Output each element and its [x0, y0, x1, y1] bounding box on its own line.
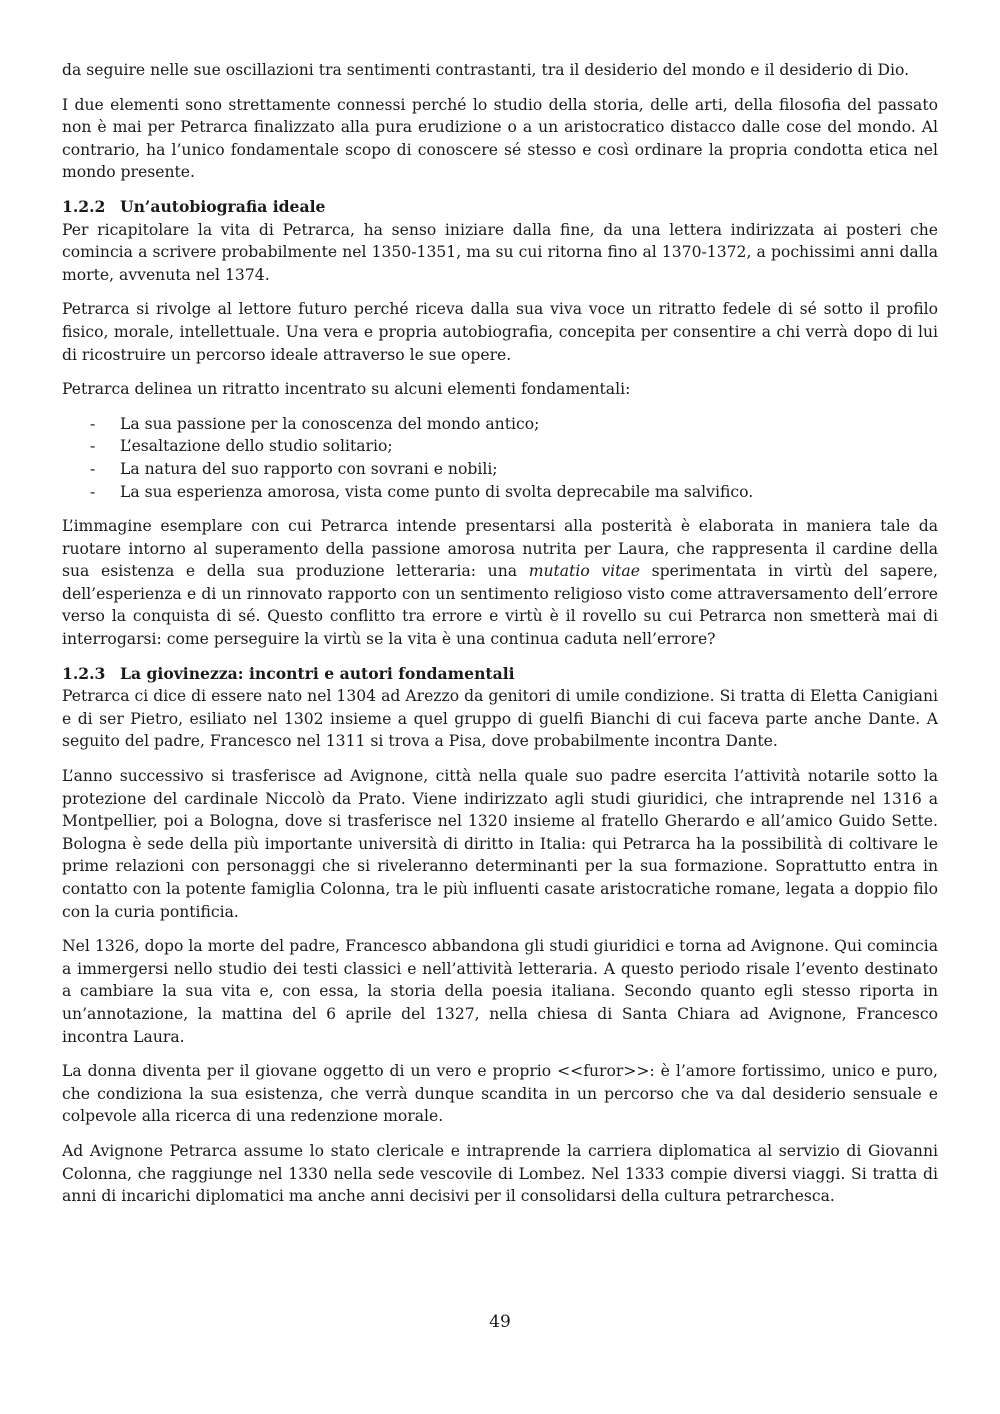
section-1-2-3-paragraph-5: Ad Avignone Petrarca assume lo stato clericale e intraprende la carriera diplomatica al servizio di Giovanni Colonna, che raggiunge nel 1330 nella sede vescovile di Lombez. Nel 1333 compie diversi viaggi. Si tratta di anni di incarichi diplomatici ma anche anni decisivi per il consolidarsi della cultura petrarchesca.	[62, 1141, 938, 1206]
list-item: - La sua passione per la conoscenza del mondo antico;	[62, 413, 938, 436]
section-1-2-3-paragraph-3: Nel 1326, dopo la morte del padre, Francesco abbandona gli studi giuridici e torna ad Avignone. Qui comincia a immergersi nello studio dei testi classici e nell’attività letteraria. A questo periodo risale l’evento destinato a cambiare la sua vita e, con essa, la storia della poesia italiana. Secondo quanto egli stesso riporta in un’annotazione, la mattina del 6 aprile del 1327, nella chiesa di Santa Chiara ad Avignone, Francesco incontra Laura.	[62, 937, 938, 1046]
page-number: 49	[489, 1312, 511, 1332]
section-1-2-3-paragraph-1: Petrarca ci dice di essere nato nel 1304 ad Arezzo da genitori di umile condizione. Si tratta di Eletta Canigiani e di ser Pietro, esiliato nel 1302 insieme a quel gruppo di guelfi Bianchi di cui faceva parte anche Dante. A seguito del padre, Francesco nel 1311 si trova a Pisa, dove probabilmente incontra Dante.	[62, 687, 938, 751]
elements-list	[62, 413, 938, 503]
section-title: La giovinezza: incontri e autori fondamentali	[120, 663, 515, 683]
list-item: - L’esaltazione dello studio solitario;	[62, 435, 938, 458]
list-item: - La sua esperienza amorosa, vista come punto di svolta deprecabile ma salvifico.	[62, 481, 938, 504]
section-heading-1-2-3	[62, 663, 938, 686]
section-heading-1-2-2	[62, 196, 938, 219]
page-body	[62, 59, 938, 1220]
section-1-2-3-paragraph-2: L’anno successivo si trasferisce ad Avignone, città nella quale suo padre esercita l’attività notarile sotto la protezione del cardinale Niccolò da Prato. Viene indirizzato agli studi giuridici, che intraprende nel 1316 a Montpellier, poi a Bologna, dove si trasferisce nel 1320 insieme al fratello Gherardo e all’amico Guido Sette. Bologna è sede della più importante università di diritto in Italia: qui Petrarca ha la possibilità di coltivare le prime relazioni con personaggi che si riveleranno determinanti per la sua formazione. Soprattutto entra in contatto con la potente famiglia Colonna, tra le più influenti casate aristocratiche romane, legata a doppio filo con la curia pontificia.	[62, 767, 938, 921]
list-dash: -	[90, 414, 96, 433]
intro-paragraph-2: I due elementi sono strettamente connessi perché lo studio della storia, delle arti, della filosofia del passato non è mai per Petrarca finalizzato alla pura erudizione o a un aristocratico distacco dalle cose del mondo. Al contrario, ha l’unico fondamentale scopo di conoscere sé stesso e così ordinare la propria condotta etica nel mondo presente.	[62, 95, 938, 182]
section-number: 1.2.2	[62, 196, 106, 216]
list-dash: -	[90, 437, 96, 456]
section-1-2-2-paragraph-2: Petrarca si rivolge al lettore futuro perché riceva dalla sua viva voce un ritratto fedele di sé sotto il profilo fisico, morale, intellettuale. Una vera e propria autobiografia, concepita per consentire a chi verrà dopo di lui di ricostruire un percorso ideale attraverso le sue opere.	[62, 300, 938, 364]
section-title: Un’autobiografia ideale	[120, 196, 326, 216]
italic-phrase: mutatio vitae	[528, 562, 640, 581]
intro-paragraph-1: da seguire nelle sue oscillazioni tra sentimenti contrastanti, tra il desiderio del mondo e il desiderio di Dio.	[62, 61, 910, 79]
list-item: - La natura del suo rapporto con sovrani e nobili;	[62, 458, 938, 481]
section-number: 1.2.3	[62, 663, 106, 683]
section-1-2-3-paragraph-4: La donna diventa per il giovane oggetto di un vero e proprio <<furor>>: è l’amore fortissimo, unico e puro, che condiziona la sua esistenza, che verrà dunque scandita in un percorso che va dal desiderio sensuale e colpevole alla ricerca di una redenzione morale.	[62, 1062, 938, 1126]
list-dash: -	[90, 482, 96, 501]
section-1-2-2-paragraph-1: Per ricapitolare la vita di Petrarca, ha senso iniziare dalla fine, da una lettera indirizzata ai posteri che comincia a scrivere probabilmente nel 1350-1351, ma su cui ritorna fino al 1370-1372, a pochissimi anni dalla morte, avvenuta nel 1374.	[62, 220, 938, 284]
section-1-2-2-paragraph-4: L’immagine esemplare con cui Petrarca intende presentarsi alla posterità è elaborata in maniera tale da ruotare intorno al superamento della passione amorosa nutrita per Laura, che rappresenta il cardine della sua esistenza e della sua produzione letteraria: una mutatio vitae sperimentata in virtù del sapere, dell’esperienza e di un rinnovato rapporto con un sentimento religioso visto come attraversamento dell’errore verso la conquista di sé. Questo conflitto tra errore e virtù è il rovello su cui Petrarca non smetterà mai di interrogarsi: come perseguire la virtù se la vita è una continua caduta nell’errore?	[62, 517, 938, 649]
list-dash: -	[90, 459, 96, 478]
section-1-2-2-paragraph-3: Petrarca delinea un ritratto incentrato su alcuni elementi fondamentali:	[62, 380, 631, 399]
